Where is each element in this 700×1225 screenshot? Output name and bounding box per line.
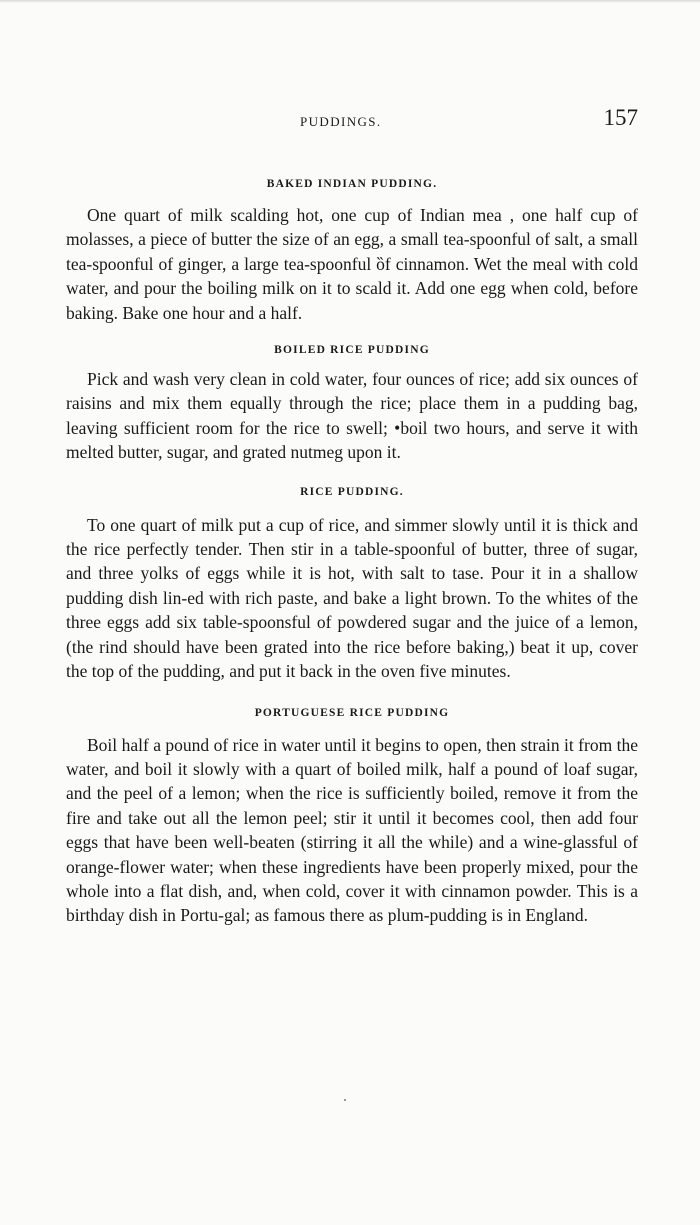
recipe-body-portuguese-rice-pudding: Boil half a pound of rice in water until it begins to open, then strain it from the water, and boil it slowly with a quart of boiled milk, half a pound of loaf sugar, and the peel of a lemon; when the rice is sufficiently boiled, remove it from the fire and take out all the lemon peel; stir it until it becomes cool, then add four eggs that have been well-beaten (stirring it all the while) and a wine-glassful of orange-flower water; when these ingredients have been properly mixed, pour the whole into a flat dish, and, when cold, cover it with cinnamon powder. This is a birthday dish in Portu-gal; as famous there as plum-pudding is in England. bbox=[66, 734, 638, 926]
recipe-body-baked-indian-pudding: One quart of milk scalding hot, one cup of Indian mea , one half cup of molasses, a piece of butter the size of an egg, a small tea-spoonful of salt, a small tea-spoonful of ginger, a large tea-spoonful ȍf cinnamon. Wet the meal with cold water, and pour the boiling milk on it to scald it. Add one egg when cold, before baking. Bake one hour and a half. bbox=[66, 205, 638, 323]
recipe-title-portuguese-rice-pudding: PORTUGUESE RICE PUDDING bbox=[254, 706, 450, 719]
running-title: PUDDINGS. bbox=[300, 114, 382, 129]
running-header bbox=[66, 100, 638, 140]
recipe-title-baked-indian-pudding: BAKED INDIAN PUDDING. bbox=[266, 178, 438, 190]
book-page bbox=[66, 100, 638, 928]
page-number: 157 bbox=[603, 105, 638, 130]
print-speck bbox=[344, 1099, 346, 1101]
recipe-title-rice-pudding: RICE PUDDING. bbox=[300, 485, 404, 498]
recipe-title-boiled-rice-pudding: BOILED RICE PUDDING bbox=[274, 344, 430, 357]
recipe-body-boiled-rice-pudding: Pick and wash very clean in cold water, four ounces of rice; add six ounces of raisins and mix them equally through the rice; place them in a pudding bag, leaving sufficient room for the rice to swell; •boil two hours, and serve it with melted butter, sugar, and grated nutmeg upon it. bbox=[66, 369, 638, 463]
page-top-edge bbox=[0, 0, 700, 3]
recipe-body-rice-pudding: To one quart of milk put a cup of rice, and simmer slowly until it is thick and the rice perfectly tender. Then stir in a table-spoonful of butter, three of sugar, and three yolks of eggs while it is hot, with salt to tase. Pour it in a shallow pudding dish lin-ed with rich paste, and bake a light brown. To the whites of the three eggs add six table-spoonsful of powdered sugar and the juice of a lemon, (the rind should have been grated into the rice before baking,) beat it up, cover the top of the pudding, and put it back in the oven five minutes. bbox=[66, 514, 638, 682]
